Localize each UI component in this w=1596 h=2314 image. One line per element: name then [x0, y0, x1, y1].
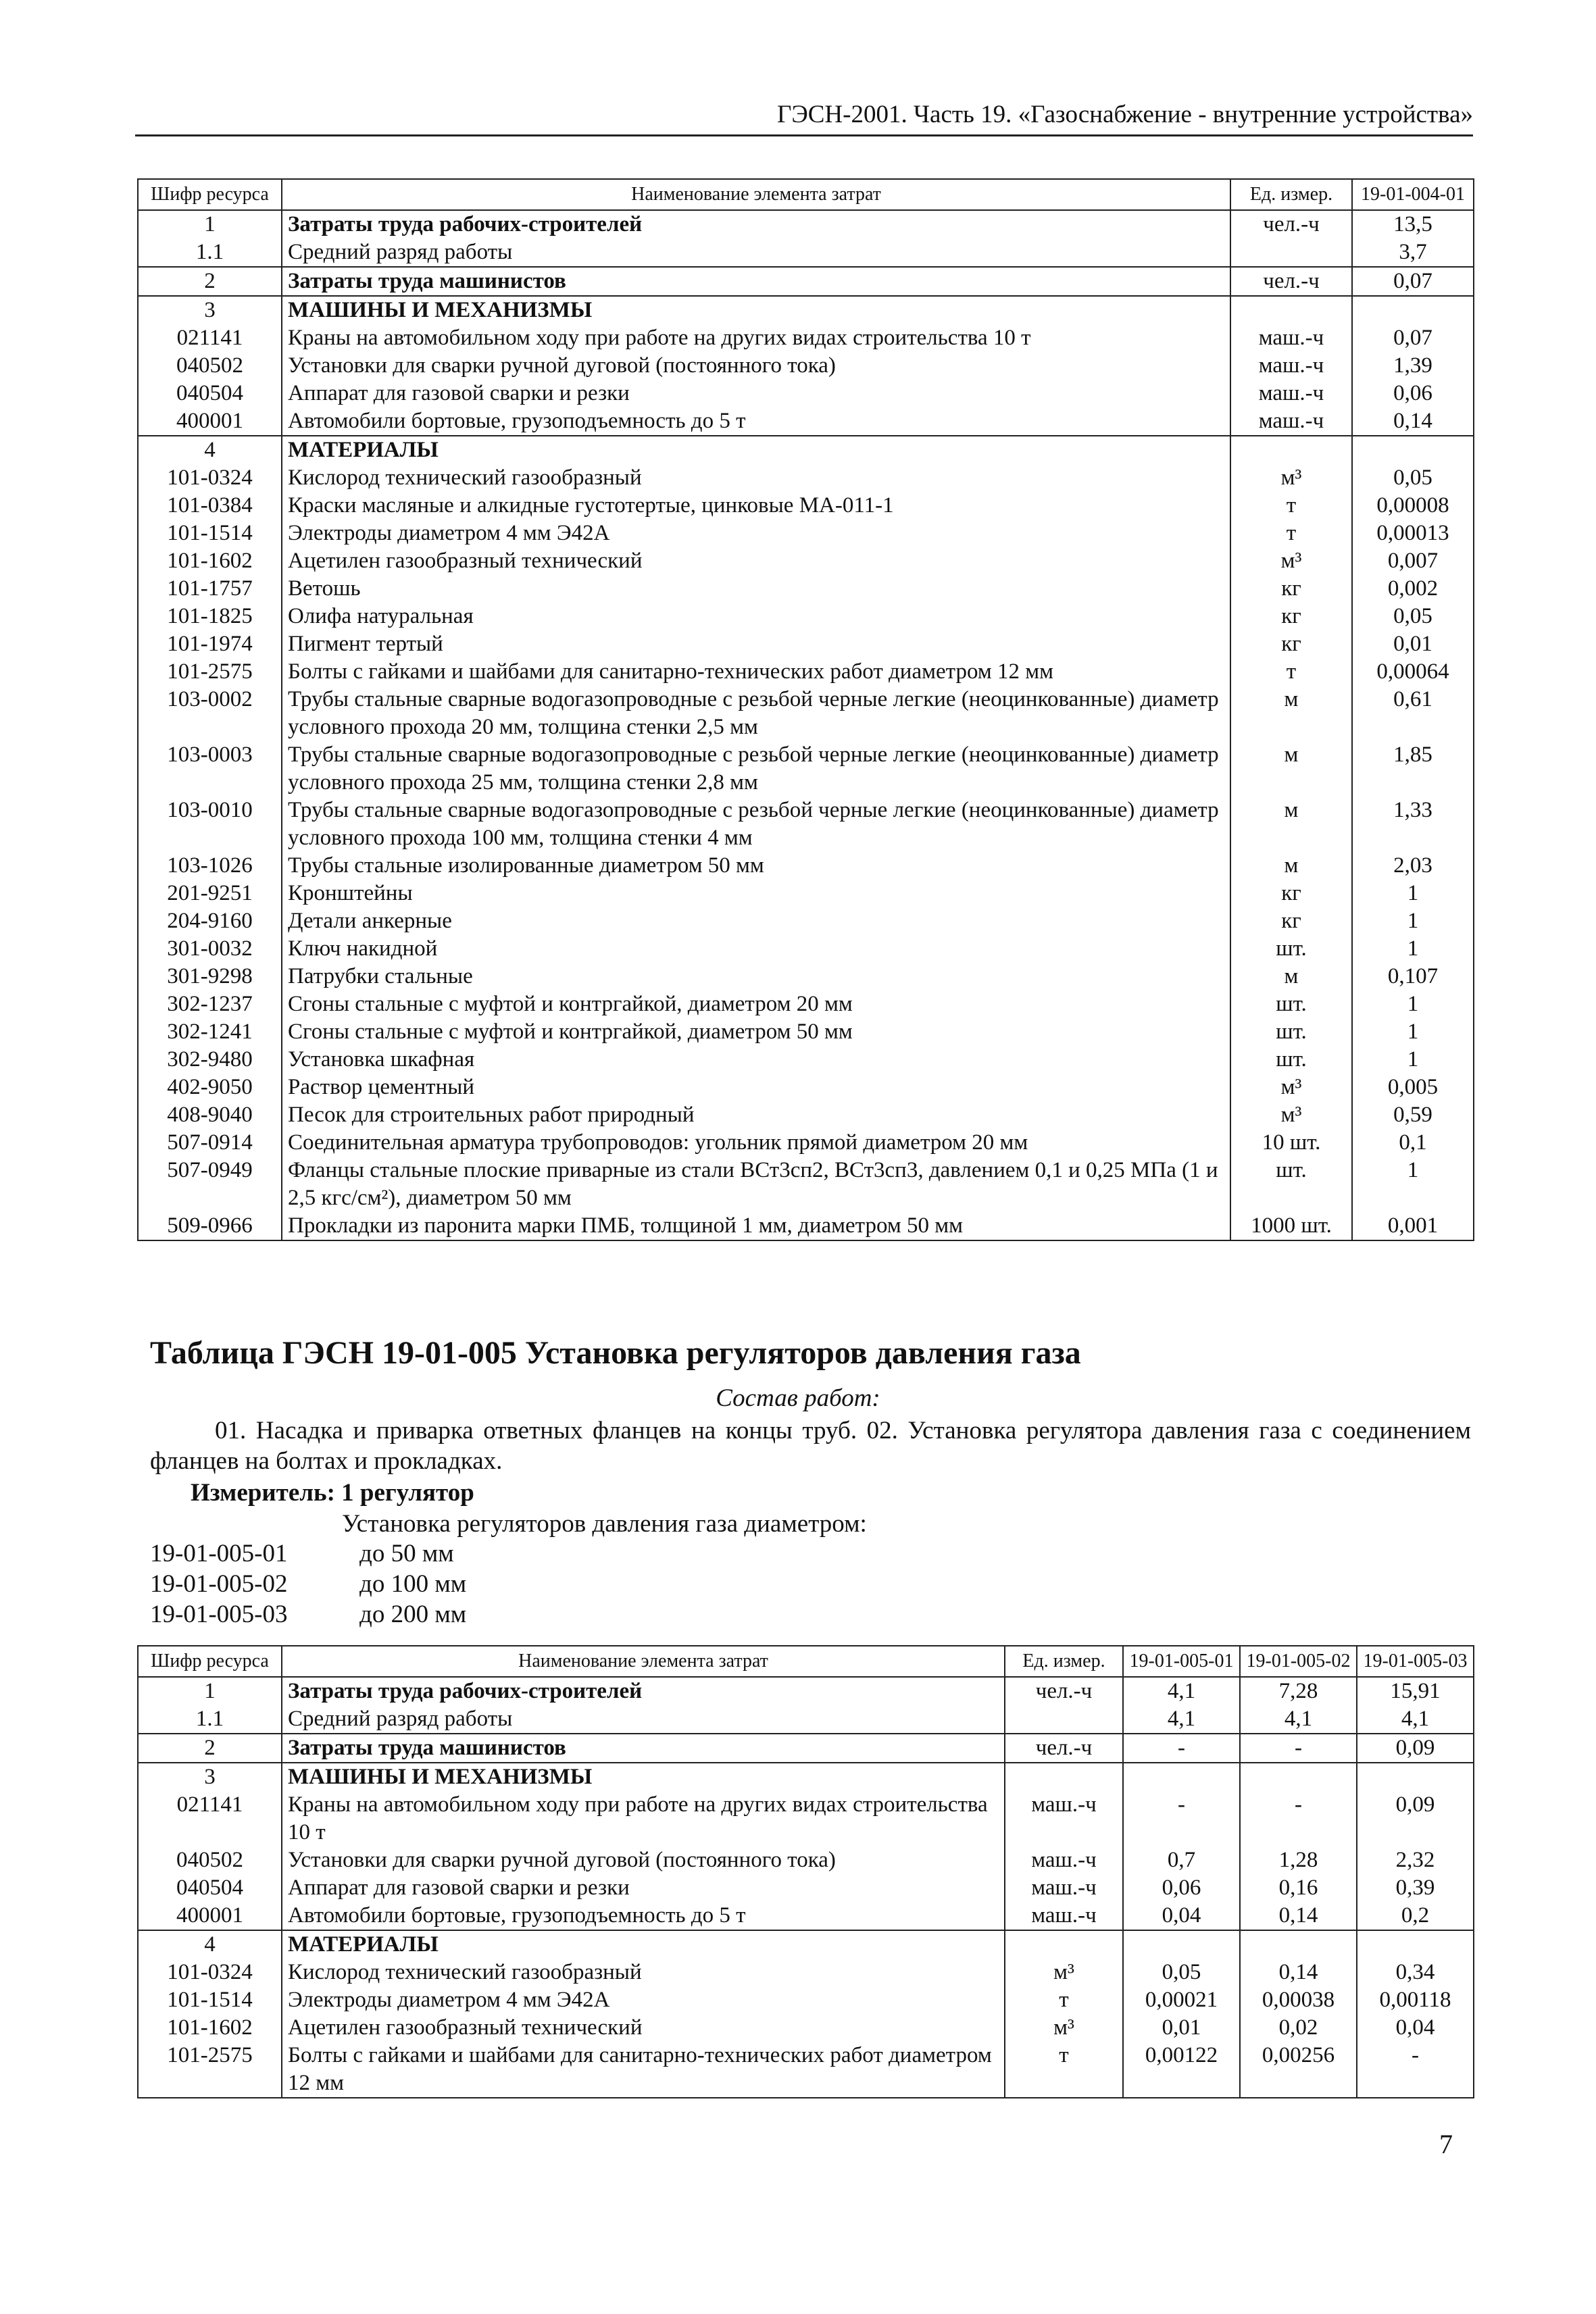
- resource-value: 0,06: [1123, 1874, 1240, 1902]
- header-col-3: 19-01-005-03: [1357, 1646, 1474, 1677]
- resource-value: 15,91: [1357, 1677, 1474, 1705]
- resource-code: 103-0002: [138, 686, 282, 741]
- resource-code: 1.1: [138, 238, 282, 267]
- resource-value: 7,28: [1240, 1677, 1357, 1705]
- resource-value: 4,1: [1357, 1705, 1474, 1734]
- table-row: [138, 407, 1474, 436]
- resource-name: Детали анкерные: [288, 909, 452, 933]
- variant-row: [150, 1599, 466, 1630]
- table-row: [138, 1157, 1474, 1212]
- resource-value: 1,28: [1240, 1846, 1357, 1874]
- resource-code: 507-0949: [138, 1157, 282, 1212]
- resource-unit: маш.-ч: [1005, 1902, 1123, 1930]
- section-subtitle: Состав работ:: [716, 1384, 880, 1412]
- resource-code: 4: [138, 1930, 282, 1959]
- resource-unit: [1230, 436, 1352, 464]
- table-row: [138, 935, 1474, 963]
- resource-unit: м: [1230, 741, 1352, 797]
- resource-name: Аппарат для газовой сварки и резки: [288, 381, 630, 405]
- table-row: [138, 380, 1474, 407]
- header-unit: Ед. измер.: [1005, 1646, 1123, 1677]
- resource-name: Трубы стальные сварные водогазопроводные с резьбой черные легкие (неоцинкованные) диаметр условного прохода 25 мм, толщина стенки 2,8 мм: [288, 743, 1219, 795]
- resource-name: Установки для сварки ручной дуговой (постоянного тока): [288, 353, 836, 378]
- table-row: [138, 630, 1474, 658]
- resource-name: Болты с гайками и шайбами для санитарно-технических работ диаметром 12 мм: [282, 2042, 1005, 2098]
- resource-value: 0,05: [1352, 464, 1474, 492]
- resource-value: 0,14: [1240, 1902, 1357, 1930]
- header-name: Наименование элемента затрат: [282, 179, 1230, 210]
- resource-value: 1: [1352, 907, 1474, 935]
- resource-value: 0,39: [1357, 1874, 1474, 1902]
- resource-name: Сгоны стальные с муфтой и контргайкой, диаметром 50 мм: [288, 1020, 853, 1044]
- resource-name: Трубы стальные сварные водогазопроводные с резьбой черные легкие (неоцинкованные) диаметр условного прохода 100 мм, толщина стенки 4 мм: [288, 798, 1219, 850]
- table-row: [138, 267, 1474, 296]
- resource-name: Затраты труда рабочих-строителей: [282, 1677, 1005, 1705]
- resource-unit: [1005, 1763, 1123, 1791]
- resource-name: Соединительная арматура трубопроводов: угольник прямой диаметром 20 мм: [288, 1130, 1028, 1155]
- resource-value: 0,00118: [1357, 1986, 1474, 2014]
- resource-code: 301-9298: [138, 963, 282, 990]
- resource-code: 400001: [138, 1902, 282, 1930]
- resource-name: Электроды диаметром 4 мм Э42А: [288, 521, 610, 545]
- resource-code: 2: [138, 1734, 282, 1763]
- resource-name: МАТЕРИАЛЫ: [282, 436, 1230, 464]
- table-row: [138, 603, 1474, 630]
- resource-value: 0,04: [1123, 1902, 1240, 1930]
- resource-code: 040502: [138, 1846, 282, 1874]
- resource-value: 0,09: [1357, 1734, 1474, 1763]
- resource-value: [1352, 296, 1474, 324]
- resource-code: 400001: [138, 407, 282, 436]
- table-row: [138, 686, 1474, 741]
- table-row: [138, 296, 1474, 324]
- resource-value: -: [1357, 2042, 1474, 2098]
- page-number: 7: [1439, 2129, 1453, 2159]
- section-title: Таблица ГЭСН 19-01-005 Установка регуляторов давления газа: [150, 1335, 1081, 1371]
- resource-unit: т: [1230, 492, 1352, 520]
- resource-code: 402-9050: [138, 1074, 282, 1101]
- resource-unit: чел.-ч: [1005, 1734, 1123, 1763]
- resource-name: Пигмент тертый: [288, 632, 443, 656]
- table-row: [138, 963, 1474, 990]
- resource-value: 0,007: [1352, 547, 1474, 575]
- table-row: [138, 2042, 1474, 2098]
- resource-code: 302-1237: [138, 990, 282, 1018]
- table-row: [138, 1959, 1474, 1986]
- table-row: [138, 1212, 1474, 1240]
- resource-unit: шт.: [1230, 1018, 1352, 1046]
- resource-code: 302-9480: [138, 1046, 282, 1074]
- resource-value: 0,06: [1352, 380, 1474, 407]
- table-row: [138, 575, 1474, 603]
- resource-unit: маш.-ч: [1005, 1846, 1123, 1874]
- table-row: [138, 1018, 1474, 1046]
- table1-body: [138, 210, 1474, 1240]
- table-row: [138, 1791, 1474, 1846]
- resource-name: Краны на автомобильном ходу при работе на других видах строительства 10 т: [288, 326, 1031, 350]
- table-row: [138, 1902, 1474, 1930]
- resource-unit: м³: [1230, 1101, 1352, 1129]
- resource-value: 0,005: [1352, 1074, 1474, 1101]
- table-row: [138, 238, 1474, 267]
- work-description: 01. Насадка и приварка ответных фланцев на концы труб. 02. Установка регулятора давления газа с соединением фланцев на болтах и прокладках.: [150, 1417, 1471, 1475]
- resource-code: 021141: [138, 1791, 282, 1846]
- resource-value: [1357, 1763, 1474, 1791]
- resource-unit: кг: [1230, 575, 1352, 603]
- resource-code: 301-0032: [138, 935, 282, 963]
- resource-value: -: [1123, 1791, 1240, 1846]
- resource-unit: [1005, 1705, 1123, 1734]
- resource-value: 4,1: [1240, 1705, 1357, 1734]
- resource-name: Установки для сварки ручной дуговой (постоянного тока): [288, 1848, 836, 1872]
- variant-row: [150, 1569, 466, 1599]
- resource-code: 1.1: [138, 1705, 282, 1734]
- table-row: [138, 907, 1474, 935]
- resource-table-19-01-005: [137, 1645, 1474, 2098]
- resource-code: 101-0324: [138, 1959, 282, 1986]
- resource-value: 3,7: [1352, 238, 1474, 267]
- resource-unit: шт.: [1230, 1046, 1352, 1074]
- resource-name: Автомобили бортовые, грузоподъемность до 5 т: [288, 409, 746, 433]
- resource-value: 0,00064: [1352, 658, 1474, 686]
- variant-code: 19-01-005-03: [150, 1601, 288, 1628]
- resource-name: МАТЕРИАЛЫ: [282, 1930, 1005, 1959]
- resource-unit: м³: [1230, 547, 1352, 575]
- resource-value: [1352, 436, 1474, 464]
- resource-name: Ацетилен газообразный технический: [288, 549, 643, 573]
- resource-value: 0,01: [1352, 630, 1474, 658]
- variant-row: [150, 1538, 466, 1569]
- resource-unit: маш.-ч: [1005, 1874, 1123, 1902]
- resource-name: Ацетилен газообразный технический: [288, 2015, 643, 2040]
- resource-name: Ключ накидной: [288, 936, 438, 961]
- resource-unit: м: [1230, 686, 1352, 741]
- resource-value: 0,07: [1352, 324, 1474, 352]
- resource-value: 1,39: [1352, 352, 1474, 380]
- resource-code: 1: [138, 210, 282, 238]
- resource-unit: [1230, 296, 1352, 324]
- resource-code: 101-1514: [138, 1986, 282, 2014]
- resource-unit: т: [1005, 2042, 1123, 2098]
- resource-code: 103-0010: [138, 797, 282, 852]
- resource-value: 0,107: [1352, 963, 1474, 990]
- table-row: [138, 852, 1474, 880]
- resource-value: 0,001: [1352, 1212, 1474, 1240]
- resource-name: Краски масляные и алкидные густотертые, цинковые МА-011-1: [288, 493, 894, 518]
- resource-code: 509-0966: [138, 1212, 282, 1240]
- resource-value: 0,7: [1123, 1846, 1240, 1874]
- resource-code: 040504: [138, 380, 282, 407]
- resource-unit: маш.-ч: [1230, 352, 1352, 380]
- resource-value: 2,03: [1352, 852, 1474, 880]
- table-row: [138, 492, 1474, 520]
- resource-value: [1357, 1930, 1474, 1959]
- resource-value: 0,09: [1357, 1791, 1474, 1846]
- resource-value: 0,07: [1352, 267, 1474, 296]
- table-row: [138, 324, 1474, 352]
- header-name: Наименование элемента затрат: [282, 1646, 1005, 1677]
- resource-code: 101-1602: [138, 2014, 282, 2042]
- resource-code: 302-1241: [138, 1018, 282, 1046]
- table-row: [138, 520, 1474, 547]
- resource-name: Электроды диаметром 4 мм Э42А: [288, 1988, 610, 2012]
- variant-text: до 100 мм: [359, 1570, 467, 1598]
- resource-unit: чел.-ч: [1230, 267, 1352, 296]
- resource-unit: м³: [1005, 2014, 1123, 2042]
- resource-value: -: [1240, 1734, 1357, 1763]
- resource-name: Песок для строительных работ природный: [288, 1103, 695, 1127]
- resource-value: 0,00038: [1240, 1986, 1357, 2014]
- resource-value: [1240, 1930, 1357, 1959]
- resource-value: 0,02: [1240, 2014, 1357, 2042]
- variant-list: [150, 1538, 466, 1630]
- resource-name: Трубы стальные сварные водогазопроводные с резьбой черные легкие (неоцинкованные) диаметр условного прохода 20 мм, толщина стенки 2,5 мм: [288, 687, 1219, 739]
- resource-code: 2: [138, 267, 282, 296]
- header-col-1: 19-01-004-01: [1352, 179, 1474, 210]
- table-row: [138, 1074, 1474, 1101]
- resource-code: 101-2575: [138, 2042, 282, 2098]
- resource-value: -: [1240, 1791, 1357, 1846]
- resource-name: Болты с гайками и шайбами для санитарно-технических работ диаметром 12 мм: [288, 659, 1053, 684]
- resource-unit: т: [1005, 1986, 1123, 2014]
- resource-value: 13,5: [1352, 210, 1474, 238]
- resource-unit: маш.-ч: [1230, 407, 1352, 436]
- resource-unit: маш.-ч: [1230, 324, 1352, 352]
- resource-value: [1123, 1930, 1240, 1959]
- resource-value: 1,85: [1352, 741, 1474, 797]
- resource-code: 021141: [138, 324, 282, 352]
- variant-text: до 50 мм: [359, 1540, 454, 1567]
- resource-code: 101-2575: [138, 658, 282, 686]
- table-row: [138, 741, 1474, 797]
- resource-value: 0,14: [1352, 407, 1474, 436]
- resource-code: 1: [138, 1677, 282, 1705]
- table-row: [138, 1101, 1474, 1129]
- resource-value: 1: [1352, 935, 1474, 963]
- header-code: Шифр ресурса: [138, 179, 282, 210]
- resource-name: Кислород технический газообразный: [288, 466, 642, 490]
- resource-unit: [1230, 238, 1352, 267]
- resource-name: Затраты труда машинистов: [282, 267, 1230, 296]
- resource-value: [1240, 1763, 1357, 1791]
- resource-unit: шт.: [1230, 935, 1352, 963]
- resource-value: -: [1123, 1734, 1240, 1763]
- variant-code: 19-01-005-01: [150, 1540, 288, 1567]
- resource-unit: кг: [1230, 907, 1352, 935]
- resource-value: 0,16: [1240, 1874, 1357, 1902]
- resource-unit: кг: [1230, 880, 1352, 907]
- resource-unit: м³: [1230, 1074, 1352, 1101]
- resource-unit: 1000 шт.: [1230, 1212, 1352, 1240]
- resource-unit: шт.: [1230, 990, 1352, 1018]
- header-col-2: 19-01-005-02: [1240, 1646, 1357, 1677]
- resource-unit: шт.: [1230, 1157, 1352, 1212]
- resource-unit: т: [1230, 520, 1352, 547]
- resource-value: 0,05: [1123, 1959, 1240, 1986]
- resource-value: 1,33: [1352, 797, 1474, 852]
- resource-name: Прокладки из паронита марки ПМБ, толщиной 1 мм, диаметром 50 мм: [282, 1212, 1230, 1240]
- table-row: [138, 880, 1474, 907]
- resource-value: 0,00256: [1240, 2042, 1357, 2098]
- header-col-1: 19-01-005-01: [1123, 1646, 1240, 1677]
- table-row: [138, 1986, 1474, 2014]
- resource-value: 0,00008: [1352, 492, 1474, 520]
- table-row: [138, 1046, 1474, 1074]
- resource-code: 101-0324: [138, 464, 282, 492]
- table2-body: [138, 1677, 1474, 2098]
- resource-unit: кг: [1230, 603, 1352, 630]
- resource-name: Олифа натуральная: [288, 604, 474, 628]
- header-unit: Ед. измер.: [1230, 179, 1352, 210]
- variant-text: до 200 мм: [359, 1601, 467, 1628]
- install-line: Установка регуляторов давления газа диаметром:: [342, 1510, 867, 1538]
- resource-value: 0,1: [1352, 1129, 1474, 1157]
- resource-value: 1: [1352, 1046, 1474, 1074]
- resource-unit: м³: [1005, 1959, 1123, 1986]
- resource-name: Кислород технический газообразный: [288, 1960, 642, 1984]
- resource-code: 507-0914: [138, 1129, 282, 1157]
- table-row: [138, 1846, 1474, 1874]
- running-header: ГЭСН-2001. Часть 19. «Газоснабжение - внутренние устройства»: [135, 100, 1473, 136]
- measure-unit: Измеритель: 1 регулятор: [191, 1479, 474, 1507]
- resource-code: 040504: [138, 1874, 282, 1902]
- resource-value: 0,00021: [1123, 1986, 1240, 2014]
- resource-unit: м: [1230, 852, 1352, 880]
- resource-name: Кронштейны: [288, 881, 413, 905]
- resource-value: 0,14: [1240, 1959, 1357, 1986]
- resource-value: 0,00013: [1352, 520, 1474, 547]
- table-row: [138, 1874, 1474, 1902]
- resource-name: Автомобили бортовые, грузоподъемность до 5 т: [288, 1903, 746, 1928]
- resource-name: Установка шкафная: [288, 1047, 475, 1072]
- resource-unit: чел.-ч: [1230, 210, 1352, 238]
- table-row: [138, 2014, 1474, 2042]
- resource-value: 0,05: [1352, 603, 1474, 630]
- resource-unit: кг: [1230, 630, 1352, 658]
- resource-unit: маш.-ч: [1005, 1791, 1123, 1846]
- resource-code: 103-1026: [138, 852, 282, 880]
- table-row: [138, 1705, 1474, 1734]
- resource-code: 4: [138, 436, 282, 464]
- table-row: [138, 1930, 1474, 1959]
- resource-unit: чел.-ч: [1005, 1677, 1123, 1705]
- resource-value: 0,34: [1357, 1959, 1474, 1986]
- table-row: [138, 1734, 1474, 1763]
- resource-value: 0,61: [1352, 686, 1474, 741]
- resource-value: 2,32: [1357, 1846, 1474, 1874]
- table-row: [138, 547, 1474, 575]
- resource-unit: [1005, 1930, 1123, 1959]
- resource-value: 0,002: [1352, 575, 1474, 603]
- resource-name: МАШИНЫ И МЕХАНИЗМЫ: [282, 296, 1230, 324]
- resource-name: Трубы стальные изолированные диаметром 50 мм: [288, 853, 764, 878]
- resource-value: 4,1: [1123, 1677, 1240, 1705]
- table-row: [138, 1763, 1474, 1791]
- resource-code: 101-0384: [138, 492, 282, 520]
- variant-code: 19-01-005-02: [150, 1570, 288, 1598]
- resource-unit: м: [1230, 797, 1352, 852]
- table-row: [138, 797, 1474, 852]
- resource-value: 1: [1352, 990, 1474, 1018]
- resource-name: Раствор цементный: [288, 1075, 475, 1099]
- resource-unit: маш.-ч: [1230, 380, 1352, 407]
- resource-value: 0,00122: [1123, 2042, 1240, 2098]
- resource-name: Краны на автомобильном ходу при работе на других видах строительства 10 т: [288, 1792, 988, 1844]
- resource-code: 101-1974: [138, 630, 282, 658]
- resource-value: [1123, 1763, 1240, 1791]
- resource-name: МАШИНЫ И МЕХАНИЗМЫ: [282, 1763, 1005, 1791]
- resource-value: 1: [1352, 1018, 1474, 1046]
- table-row: [138, 464, 1474, 492]
- resource-unit: м³: [1230, 464, 1352, 492]
- resource-name: Сгоны стальные с муфтой и контргайкой, диаметром 20 мм: [288, 992, 853, 1016]
- resource-unit: м: [1230, 963, 1352, 990]
- resource-name: Фланцы стальные плоские приварные из стали ВСт3сп2, ВСт3сп3, давлением 0,1 и 0,25 МПа (1 и 2,5 кгс/см²), диаметром 50 мм: [288, 1158, 1218, 1210]
- resource-code: 101-1514: [138, 520, 282, 547]
- resource-code: 101-1757: [138, 575, 282, 603]
- table-row: [138, 990, 1474, 1018]
- resource-code: 040502: [138, 352, 282, 380]
- header-code: Шифр ресурса: [138, 1646, 282, 1677]
- resource-unit: т: [1230, 658, 1352, 686]
- table-row: [138, 1129, 1474, 1157]
- resource-code: 408-9040: [138, 1101, 282, 1129]
- resource-name: Средний разряд работы: [288, 240, 513, 264]
- table-row: [138, 658, 1474, 686]
- resource-table-19-01-004: [137, 178, 1474, 1241]
- resource-value: 0,59: [1352, 1101, 1474, 1129]
- resource-value: 1: [1352, 880, 1474, 907]
- table-row: [138, 210, 1474, 238]
- resource-value: 4,1: [1123, 1705, 1240, 1734]
- resource-code: 3: [138, 1763, 282, 1791]
- resource-unit: 10 шт.: [1230, 1129, 1352, 1157]
- resource-name: Затраты труда машинистов: [282, 1734, 1005, 1763]
- resource-name: Патрубки стальные: [288, 964, 473, 988]
- resource-code: 101-1602: [138, 547, 282, 575]
- resource-value: 0,04: [1357, 2014, 1474, 2042]
- resource-value: 1: [1352, 1157, 1474, 1212]
- resource-code: 3: [138, 296, 282, 324]
- resource-value: 0,2: [1357, 1902, 1474, 1930]
- resource-code: 201-9251: [138, 880, 282, 907]
- resource-name: Аппарат для газовой сварки и резки: [288, 1876, 630, 1900]
- resource-name: Ветошь: [288, 576, 361, 601]
- resource-code: 101-1825: [138, 603, 282, 630]
- resource-name: Затраты труда рабочих-строителей: [282, 210, 1230, 238]
- resource-name: Средний разряд работы: [288, 1707, 513, 1731]
- table-row: [138, 1677, 1474, 1705]
- resource-code: 204-9160: [138, 907, 282, 935]
- resource-value: 0,01: [1123, 2014, 1240, 2042]
- table-row: [138, 352, 1474, 380]
- table-row: [138, 436, 1474, 464]
- resource-code: 103-0003: [138, 741, 282, 797]
